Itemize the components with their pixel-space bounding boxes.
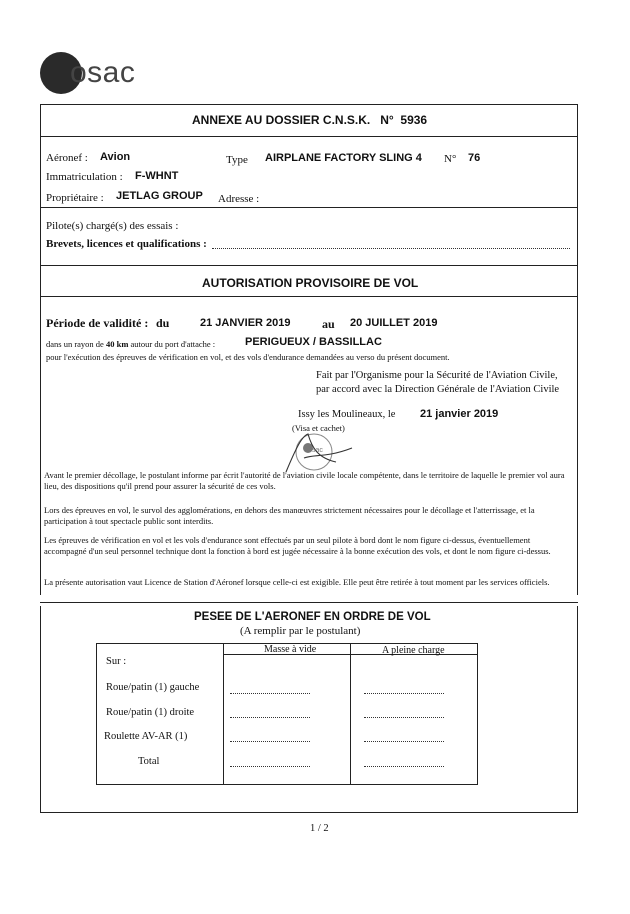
page-number: 1 / 2 [310, 823, 329, 834]
du-label: du [156, 316, 170, 330]
du-value: 21 JANVIER 2019 [200, 317, 291, 329]
row-total: Total [138, 756, 160, 767]
osac-logo-text: osac [70, 56, 136, 89]
periode-label: Période de validité : [46, 316, 149, 330]
lieu-label: Issy les Moulineaux, le [298, 409, 396, 420]
header-divider [40, 136, 578, 137]
type-no-value: 76 [468, 152, 481, 164]
para-survol: Lors des épreuves en vol, le survol des agglomérations, en dehors des manœuvres strictement nécessaires pour le décollage et l'atterrissage, et la participation à tout spectacle public sont interdits. [44, 505, 535, 526]
row-roue-gauche: Roue/patin (1) gauche [106, 682, 200, 693]
col-pleine-charge: A pleine charge [382, 645, 445, 656]
aeronef-label: Aéronef : [46, 152, 88, 164]
pesee-subtitle: (A remplir par le postulant) [240, 625, 361, 637]
rayon-prefix: dans un rayon de [46, 339, 104, 349]
dossier-title [192, 113, 427, 127]
purpose-line: pour l'exécution des épreuves de vérification en vol, et des vols d'endurance demandées au verso du présent document. [46, 352, 450, 362]
pilots-label: Pilote(s) chargé(s) des essais : [46, 220, 179, 232]
pesee-divider [40, 602, 578, 603]
pesee-col-rule-1 [223, 643, 224, 784]
brevets-dotted-line [212, 248, 570, 249]
au-label: au [322, 317, 335, 331]
type-no-label: N° [444, 153, 457, 165]
date-value: 21 janvier 2019 [420, 408, 499, 420]
pesee-col-rule-2 [350, 643, 351, 784]
stamp-signature [256, 418, 366, 478]
dots-gauche-vide[interactable] [230, 693, 310, 694]
sur-label: Sur : [106, 656, 127, 667]
fait-line-2: par accord avec la Direction Générale de l'Aviation Civile [316, 384, 560, 395]
svg-text:sac: sac [312, 447, 323, 454]
visa-label: (Visa et cachet) [292, 423, 345, 433]
dots-total-pleine[interactable] [364, 766, 444, 767]
rayon-line [46, 339, 215, 350]
dossier-num-value: 5936 [400, 113, 428, 127]
port-value: PERIGUEUX / BASSILLAC [245, 336, 382, 348]
row-roue-droite: Roue/patin (1) droite [106, 707, 195, 718]
pesee-title: PESEE DE L'AERONEF EN ORDRE DE VOL [194, 611, 431, 623]
fait-line-1: Fait par l'Organisme pour la Sécurité de l'Aviation Civile, [316, 370, 558, 381]
aircraft-divider [40, 207, 578, 208]
dossier-num-label: N° [380, 113, 394, 127]
immat-label: Immatriculation : [46, 171, 123, 183]
dossier-title-text: ANNEXE AU DOSSIER C.N.S.K. [192, 113, 371, 127]
dots-gauche-pleine[interactable] [364, 693, 444, 694]
immat-value: F-WHNT [135, 170, 179, 182]
para-premier-decollage: Avant le premier décollage, le postulant informe par écrit l'autorité de l'aviation civile locale compétente, dans le territoire de laquelle le premier vol aura lieu, des dispositions qu'il prend pour assurer la sécurité de ces vols. [44, 470, 565, 491]
type-label: Type [226, 154, 248, 166]
proprio-value: JETLAG GROUP [116, 190, 203, 202]
para-licence: La présente autorisation vaut Licence de Station d'Aéronef lorsque celle-ci est exigible. Elle peut être retirée à tout moment par les services officiels. [44, 577, 550, 587]
auth-title-divider [40, 296, 578, 297]
dots-roulette-pleine[interactable] [364, 741, 444, 742]
rayon-suffix: autour du port d'attache : [130, 339, 216, 349]
type-value: AIRPLANE FACTORY SLING 4 [265, 152, 422, 164]
row-roulette: Roulette AV-AR (1) [104, 731, 188, 742]
dots-droite-pleine[interactable] [364, 717, 444, 718]
proprio-label: Propriétaire : [46, 192, 104, 204]
dots-total-vide[interactable] [230, 766, 310, 767]
col-masse-vide: Masse à vide [264, 644, 317, 655]
dots-roulette-vide[interactable] [230, 741, 310, 742]
dots-droite-vide[interactable] [230, 717, 310, 718]
adresse-label: Adresse : [218, 193, 260, 205]
rayon-value: 40 km [105, 339, 129, 349]
para-verification: Les épreuves de vérification en vol et les vols d'endurance sont effectués par un seul pilote à bord dont le nom figure ci-dessus, éventuellement accompagné d'un seul personnel technique dont la fonction à bord est jugée nécessaire à la bonne exécution des vols, et dont le nom figure ci-dessus. [44, 535, 551, 556]
aeronef-value: Avion [100, 151, 131, 163]
pilots-divider [40, 265, 578, 266]
au-value: 20 JUILLET 2019 [350, 317, 438, 329]
auth-title: AUTORISATION PROVISOIRE DE VOL [202, 276, 419, 290]
brevets-label: Brevets, licences et qualifications : [46, 238, 207, 250]
